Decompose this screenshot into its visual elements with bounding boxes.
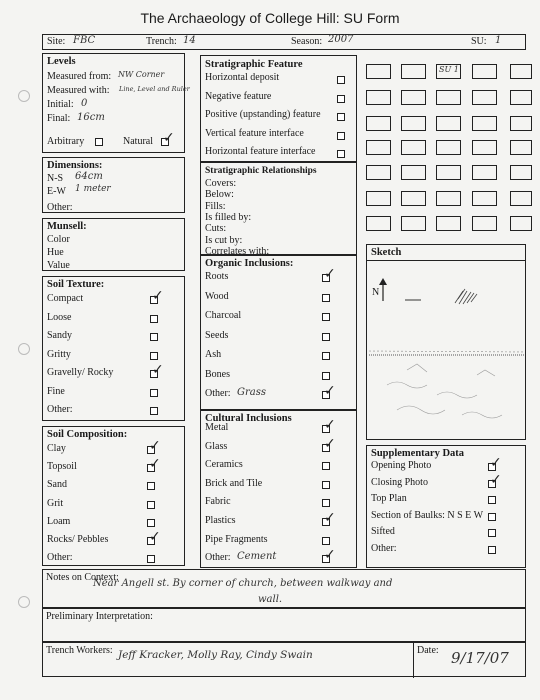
soil-composition-section [42,426,185,566]
su-grid-cell[interactable] [510,64,532,79]
natural-checkbox[interactable] [161,138,169,146]
notes-label: Notes on Context: [46,572,119,583]
cultural-pipe-fragments-checkbox[interactable] [322,537,330,545]
punch-hole [18,90,30,102]
su-grid-cell[interactable] [436,90,461,105]
su-grid-cell[interactable] [401,165,426,180]
date-divider [413,643,414,678]
cultural-glass-label: Glass [205,440,228,452]
organic-wood-label: Wood [205,290,229,302]
su-grid-cell[interactable] [401,191,426,206]
organic-heading: Organic Inclusions: [205,258,294,269]
soil-texture-compact-label: Compact [47,293,84,304]
measured-from-label: Measured from: [47,71,112,82]
levels-heading: Levels [47,56,76,67]
soil-composition-grit-label: Grit [47,497,64,509]
strat-rel-correlates-with-label: Correlates with: [205,245,270,257]
strat-feature-horizontal-deposit-checkbox[interactable] [337,76,345,84]
su-grid-cell-value: SU 1 [439,65,459,74]
cultural-plastics-label: Plastics [205,515,236,526]
soil-composition-topsoil-label: Topsoil [47,461,77,473]
soil-texture-sandy-label: Sandy [47,330,72,341]
soil-composition-sand-checkbox[interactable] [147,482,155,490]
cultural-ceramics-label: Ceramics [205,459,243,471]
soil-composition-sand-label: Sand [47,479,67,491]
organic-ash-label: Ash [205,349,222,360]
soil-texture-gritty-checkbox[interactable] [150,352,158,360]
cultural-glass-checkbox[interactable] [322,444,330,452]
organic-other-label: Other: [205,388,231,399]
su-grid-cell[interactable] [510,140,532,155]
organic-wood-checkbox[interactable] [322,294,330,302]
su-grid-cell[interactable] [472,216,497,231]
supplementary-opening-photo-label: Opening Photo [371,460,432,471]
su-grid-cell[interactable] [366,64,391,79]
su-grid-cell[interactable] [436,216,461,231]
supplementary-heading: Supplementary Data [371,448,465,459]
organic-bones-label: Bones [205,368,230,380]
workers-section [42,642,526,677]
su-grid-cell[interactable] [510,165,532,180]
natural-label: Natural [123,136,153,147]
su-grid-cell[interactable] [401,216,426,231]
su-grid-cell[interactable] [472,140,497,155]
soil-texture-gravelly-rocky-label: Gravelly/ Rocky [47,367,114,378]
cultural-other-label: Other: [205,552,231,564]
soil-composition-rocks-pebbles-label: Rocks/ Pebbles [47,534,109,545]
strat-feature-negative-feature-label: Negative feature [205,90,272,102]
strat-rel-heading: Stratigraphic Relationships [205,166,317,176]
munsell-section [42,218,185,271]
notes-section [42,569,526,608]
notes-line-1[interactable]: Near Angell st. By corner of church, between walkway and [93,578,393,589]
supplementary-other-checkbox[interactable] [488,546,496,554]
soil-composition-other-label: Other: [47,552,73,564]
su-grid-cell[interactable] [366,216,391,231]
soil-composition-topsoil-checkbox[interactable] [147,464,155,472]
su-grid-cell[interactable] [436,165,461,180]
strat-rel-cuts-label: Cuts: [205,223,227,235]
workers-value[interactable]: Jeff Kracker, Molly Ray, Cindy Swain [118,649,313,661]
cultural-metal-label: Metal [205,422,229,433]
organic-section [200,255,357,410]
strat-rel-below-label: Below: [205,189,234,201]
soil-composition-clay-checkbox[interactable] [147,446,155,454]
organic-bones-checkbox[interactable] [322,372,330,380]
soil-texture-section [42,276,185,421]
supplementary-closing-photo-checkbox[interactable] [488,480,496,488]
organic-seeds-checkbox[interactable] [322,333,330,341]
cultural-fabric-checkbox[interactable] [322,499,330,507]
ns-label: N-S [47,173,64,184]
levels-section [42,53,190,153]
soil-texture-loose-checkbox[interactable] [150,315,158,323]
su-grid-cell[interactable] [366,191,391,206]
supplementary-opening-photo-checkbox[interactable] [488,463,496,471]
prelim-section [42,608,526,642]
dimensions-section [42,157,185,213]
strat-feature-vertical-feature-interface-checkbox[interactable] [337,132,345,140]
cultural-brick-and-tile-checkbox[interactable] [322,481,330,489]
supplementary-sifted-label: Sifted [371,526,395,537]
su-grid-cell[interactable] [472,64,497,79]
soil-composition-clay-label: Clay [47,443,66,454]
measured-with-label: Measured with: [47,85,110,96]
punch-hole [18,596,30,608]
soil-composition-other-checkbox[interactable] [147,555,155,563]
north-label: N [372,287,380,298]
cultural-brick-and-tile-label: Brick and Tile [205,477,263,489]
north-arrow-head [379,278,387,285]
su-grid-cell[interactable] [366,90,391,105]
soil-texture-gravelly-rocky-checkbox[interactable] [150,370,158,378]
strat-feature-vertical-feature-interface-label: Vertical feature interface [205,127,304,139]
su-grid-cell[interactable] [472,116,497,131]
soil-composition-rocks-pebbles-checkbox[interactable] [147,537,155,545]
su-grid-cell[interactable] [401,90,426,105]
supplementary-section-of-baulks-n-s-e-w-label: Section of Baulks: N S E W [371,509,484,521]
strat-feature-positive-upstanding-feature-checkbox[interactable] [337,113,345,121]
soil-texture-other-checkbox[interactable] [150,407,158,415]
cultural-plastics-checkbox[interactable] [322,518,330,526]
organic-seeds-label: Seeds [205,329,229,341]
su-grid-cell[interactable] [436,116,461,131]
cultural-ceramics-checkbox[interactable] [322,462,330,470]
organic-other-checkbox[interactable] [322,391,330,399]
sketch-hatch [455,289,477,304]
strat-feature-positive-upstanding-feature-label: Positive (upstanding) feature [205,109,321,120]
final-value[interactable]: 16cm [77,112,105,123]
soil-texture-other-label: Other: [47,404,73,415]
soil-composition-loam-checkbox[interactable] [147,519,155,527]
header-bar [42,34,526,50]
su-grid-cell[interactable] [472,90,497,105]
su-grid-cell[interactable] [510,116,532,131]
cultural-pipe-fragments-label: Pipe Fragments [205,533,268,545]
soil-composition-loam-label: Loam [47,515,71,527]
dimensions-heading: Dimensions: [47,160,103,171]
site-label: Site: [47,36,66,47]
trench-value[interactable]: 14 [183,35,196,46]
trench-label: Trench: [146,36,177,47]
strat-rel-section [200,162,357,255]
cultural-other-checkbox[interactable] [322,555,330,563]
su-grid-cell[interactable] [366,165,391,180]
strat-feature-heading: Stratigraphic Feature [205,59,303,70]
strat-feature-horizontal-deposit-label: Horizontal deposit [205,72,280,83]
ns-value[interactable]: 64cm [75,171,103,182]
strat-rel-is-cut-by-label: Is cut by: [205,234,243,246]
cultural-fabric-label: Fabric [205,496,231,508]
strat-feature-negative-feature-checkbox[interactable] [337,95,345,103]
form-title: The Archaeology of College Hill: SU Form [140,10,400,26]
su-grid-cell[interactable] [472,165,497,180]
organic-charcoal-label: Charcoal [205,310,242,321]
final-label: Final: [47,113,71,124]
ew-label: E-W [47,186,66,197]
su-grid-cell[interactable] [510,90,532,105]
cultural-heading: Cultural Inclusions [205,413,292,424]
arbitrary-checkbox[interactable] [95,138,103,146]
su-grid-cell[interactable] [401,116,426,131]
su-value[interactable]: 1 [495,35,502,46]
workers-label: Trench Workers: [46,645,113,656]
su-grid-cell[interactable] [366,140,391,155]
supplementary-section-of-baulks-n-s-e-w-checkbox[interactable] [488,513,496,521]
supplementary-top-plan-checkbox[interactable] [488,496,496,504]
soil-texture-fine-checkbox[interactable] [150,389,158,397]
supplementary-other-label: Other: [371,542,397,554]
cultural-other-value[interactable]: Cement [237,551,277,563]
soil-texture-compact-checkbox[interactable] [150,296,158,304]
notes-line-2[interactable]: wall. [258,594,283,605]
cultural-metal-checkbox[interactable] [322,425,330,433]
strat-feature-horizontal-feature-interface-label: Horizontal feature interface [205,146,316,157]
ew-value[interactable]: 1 meter [75,184,111,194]
season-value[interactable]: 2007 [328,34,354,45]
soil-texture-fine-label: Fine [47,385,65,397]
initial-label: Initial: [47,99,74,110]
organic-ash-checkbox[interactable] [322,352,330,360]
su-label: SU: [471,36,487,47]
strat-feature-section [200,55,357,162]
munsell-hue-label: Hue [47,247,64,258]
sketch-heading: Sketch [371,247,402,258]
sketch-drawing [367,245,527,441]
munsell-heading: Munsell: [47,221,87,232]
su-grid-cell[interactable] [366,116,391,131]
prelim-label: Preliminary Interpretation: [46,611,153,622]
date-value[interactable]: 9/17/07 [451,649,509,667]
organic-charcoal-checkbox[interactable] [322,313,330,321]
su-grid-cell[interactable] [436,140,461,155]
arbitrary-label: Arbitrary [47,136,85,147]
strat-rel-is-filled-by-label: Is filled by: [205,211,252,223]
organic-other-value[interactable]: Grass [237,387,266,398]
supplementary-top-plan-label: Top Plan [371,493,407,504]
soil-texture-gritty-label: Gritty [47,348,71,360]
munsell-color-label: Color [47,234,70,245]
sketch-section [366,244,526,440]
soil-composition-heading: Soil Composition: [47,429,128,440]
su-grid-cell[interactable] [510,191,532,206]
munsell-value-label: Value [47,260,70,271]
soil-texture-heading: Soil Texture: [47,279,105,290]
su-grid-cell[interactable] [401,140,426,155]
strat-feature-horizontal-feature-interface-checkbox[interactable] [337,150,345,158]
measured-with-value[interactable]: Line, Level and Ruler [119,85,190,93]
supplementary-closing-photo-label: Closing Photo [371,476,428,488]
su-grid-cell[interactable] [436,191,461,206]
soil-composition-grit-checkbox[interactable] [147,501,155,509]
supplementary-section [366,445,526,568]
site-value[interactable]: FBC [73,35,96,46]
su-grid-cell[interactable] [510,216,532,231]
organic-roots-checkbox[interactable] [322,274,330,282]
strat-rel-covers-label: Covers: [205,178,237,189]
season-label: Season: [291,36,323,47]
su-grid-cell[interactable] [472,191,497,206]
supplementary-sifted-checkbox[interactable] [488,529,496,537]
organic-roots-label: Roots [205,271,229,282]
initial-value[interactable]: 0 [81,98,88,109]
sketch-ground [369,351,525,418]
su-grid-cell[interactable] [436,64,461,79]
strat-rel-fills-label: Fills: [205,200,226,212]
su-grid-cell[interactable] [401,64,426,79]
measured-from-value[interactable]: NW Corner [118,70,165,79]
dimensions-other-label: Other: [47,202,73,213]
date-label: Date: [417,645,439,656]
soil-texture-loose-label: Loose [47,311,72,323]
soil-texture-sandy-checkbox[interactable] [150,333,158,341]
punch-hole [18,343,30,355]
cultural-section [200,410,357,568]
